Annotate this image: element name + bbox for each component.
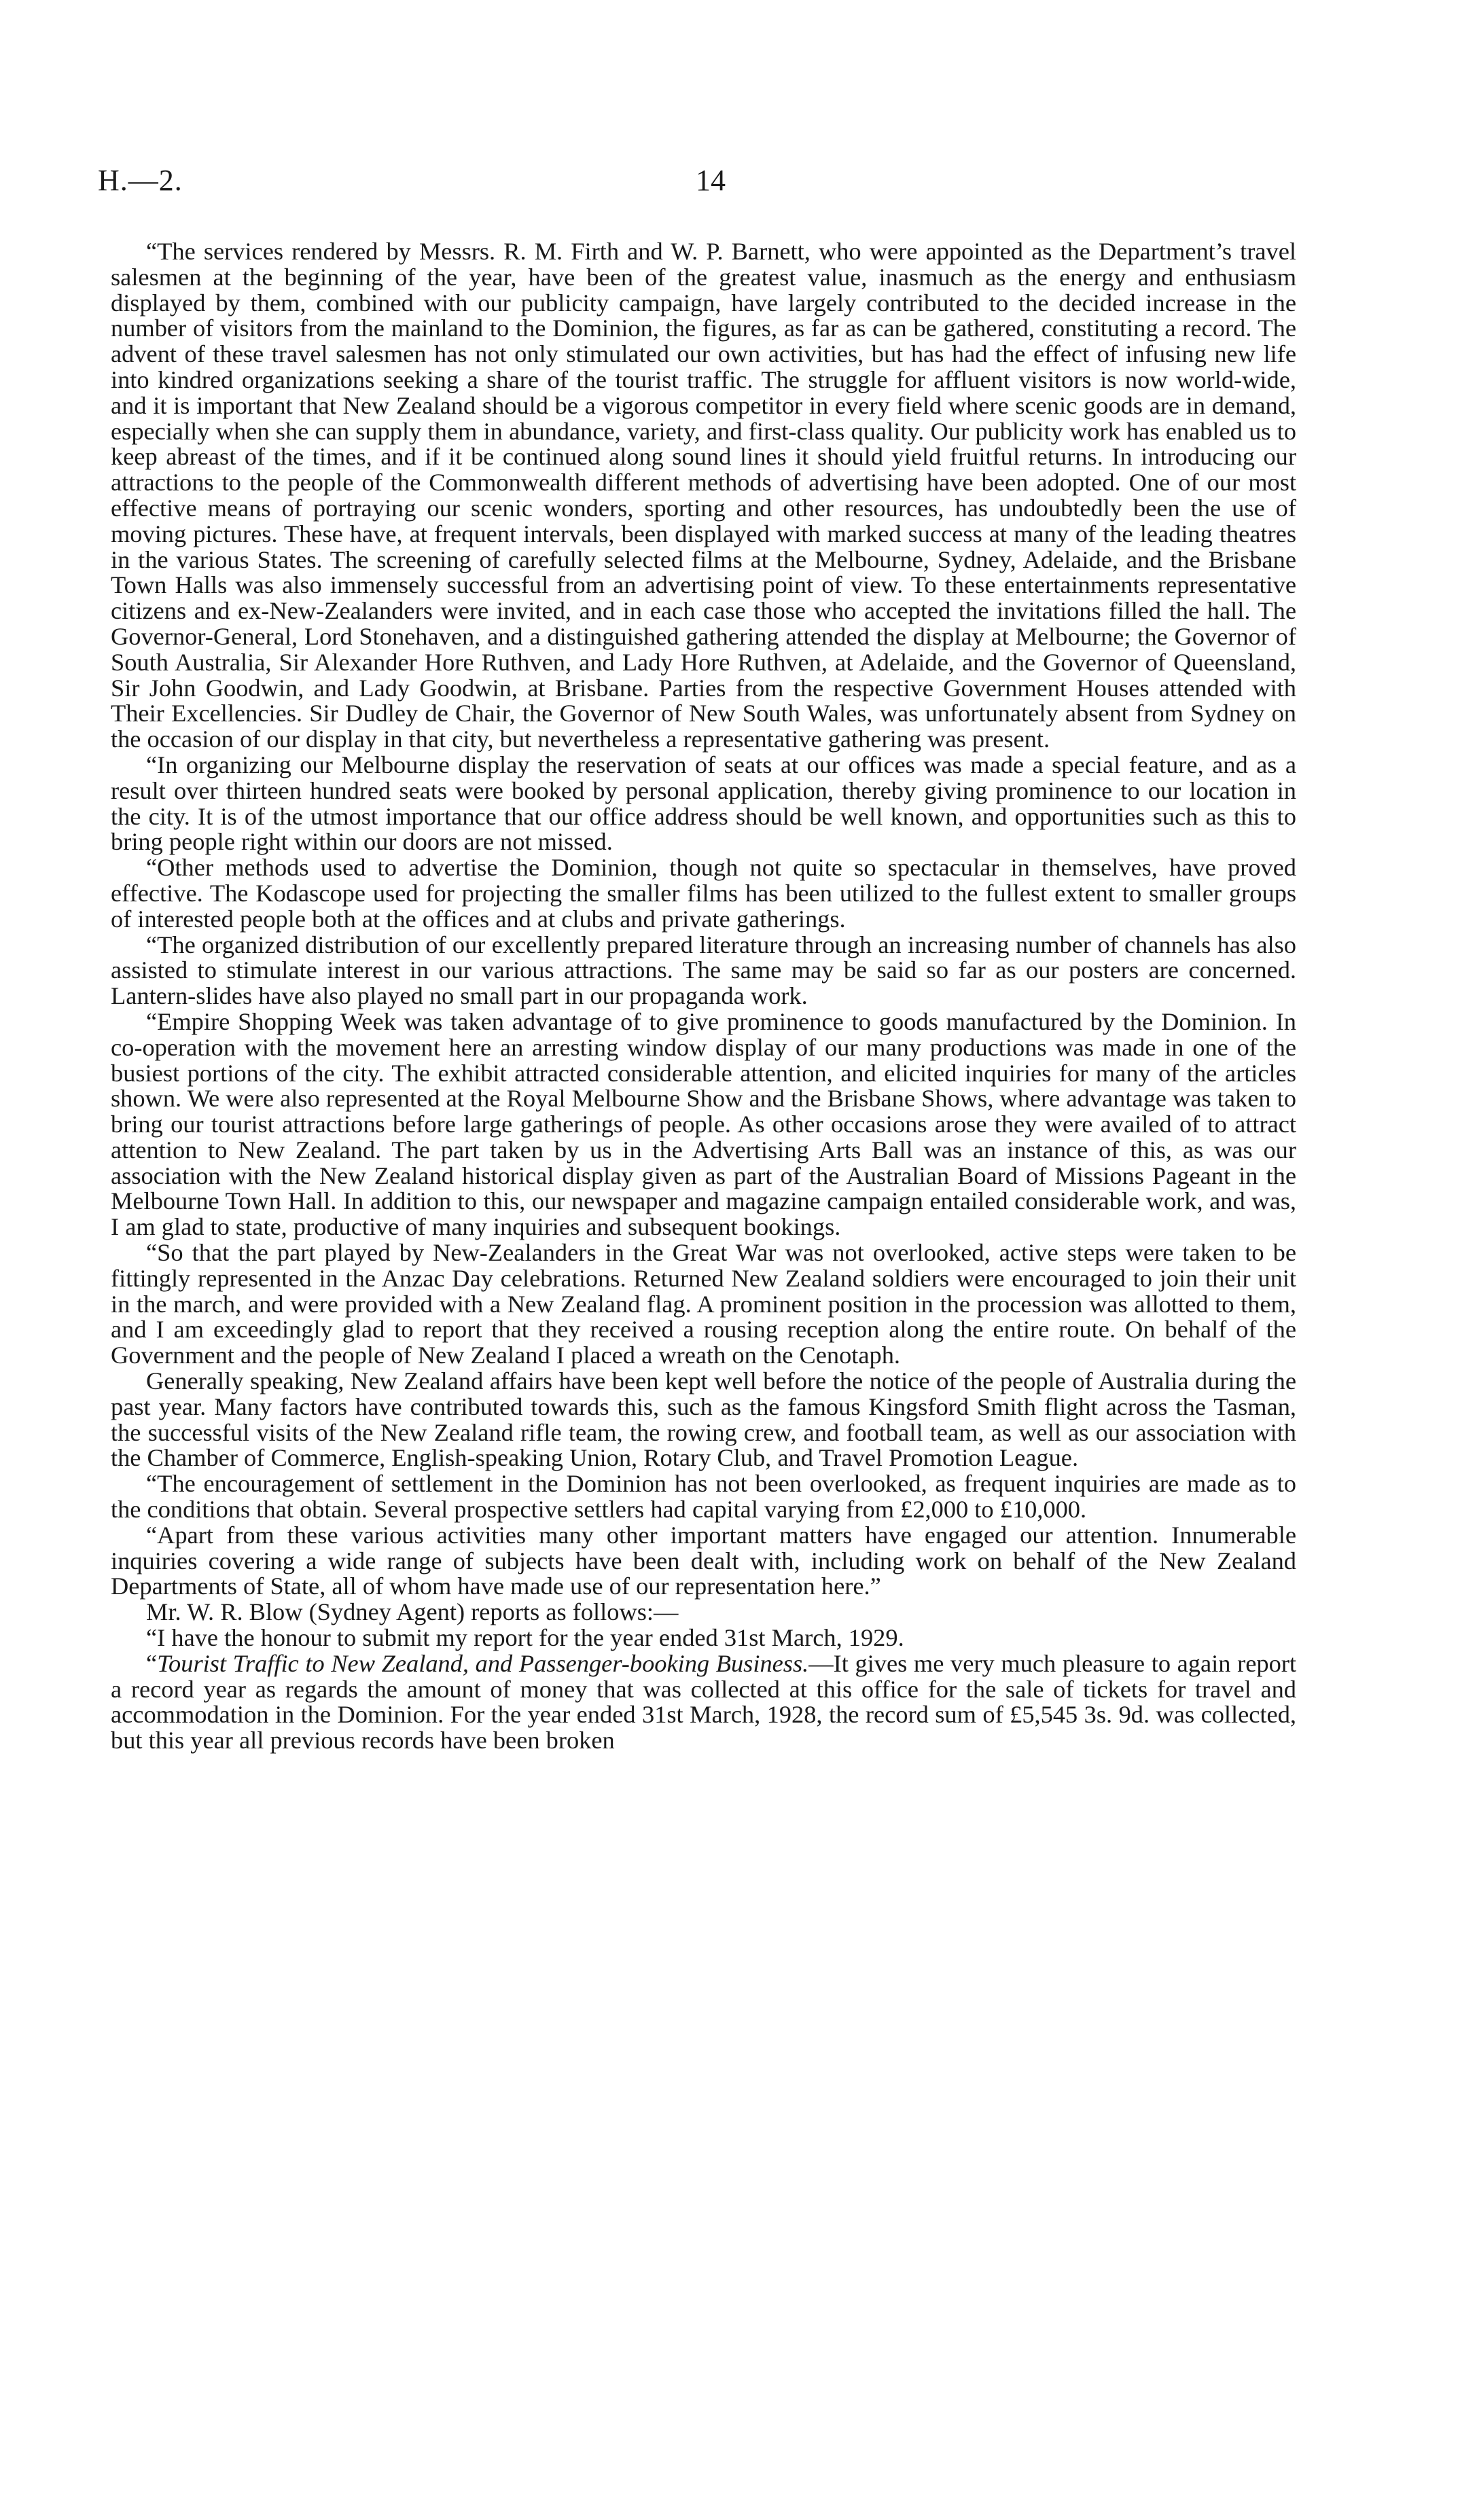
paragraph: “Apart from these various activities many other important matters have engaged our attention. Innumerable inquiries covering a wide range of subjects have been dealt with, including work on behalf of the New Zealand Departments of State, all of whom have made use of our representation here.” <box>111 1521 1296 1600</box>
paragraph: Mr. W. R. Blow (Sydney Agent) reports as follows:— <box>146 1598 679 1626</box>
paragraph: “The services rendered by Messrs. R. M. Firth and W. P. Barnett, who were appointed as the Department’s travel salesmen at the beginning of the year, have been of the greatest value, inasmuch as the energy and enthusiasm displayed by them, combined with our publicity campaign, have largely contributed to the decided increase in the number of visitors from the mainland to the Dominion, the figures, as far as can be gathered, constituting a record. The advent of these travel salesmen has not only stimulated our own activities, but has had the effect of infusing new life into kindred organizations seeking a share of the tourist traffic. The struggle for affluent visitors is now world-wide, and it is important that New Zealand should be a vigorous competitor in every field where scenic goods are in demand, especially when she can supply them in abundance, variety, and first-class quality. Our publicity work has enabled us to keep abreast of the times, and if it be continued along sound lines it should yield fruitful returns. In introducing our attractions to the people of the Commonwealth different methods of advertising have been adopted. One of our most effective means of portraying our scenic wonders, sporting and other resources, has undoubtedly been the use of moving pictures. These have, at frequent intervals, been displayed with marked success at many of the leading theatres in the various States. The screening of carefully selected films at the Melbourne, Sydney, Adelaide, and the Brisbane Town Halls was also immensely successful from an advertising point of view. To these entertainments representative citizens and ex-New-Zealanders were invited, and in each case those who accepted the invitations filled the hall. The Governor-General, Lord Stonehaven, and a distinguished gathering attended the display at Melbourne; the Governor of South Australia, Sir Alexander Hore Ruthven, and Lady Hore Ruthven, at Adelaide, and the Governor of Queensland, Sir John Goodwin, and Lady Goodwin, at Brisbane. Parties from the respective Government Houses attended with Their Excellencies. Sir Dudley de Chair, the Governor of New South Wales, was unfortunately absent from Sydney on the occasion of our display in that city, but nevertheless a representative gathering was present. <box>111 238 1296 753</box>
paragraph: “In organizing our Melbourne display the reservation of seats at our offices was made a special feature, and as a result over thirteen hundred seats were booked by personal application, thereby giving prominence to our location in the city. It is of the utmost importance that our office address should be well known, and opportunities such as this to bring people right within our doors are not missed. <box>111 751 1296 856</box>
final-paragraph <box>111 1651 1296 1754</box>
paragraph: “Empire Shopping Week was taken advantage of to give prominence to goods manufactured by the Dominion. In co-operation with the movement here an arresting window display of our many productions was made in one of the busiest portions of the city. The exhibit attracted considerable attention, and elicited inquiries for many of the articles shown. We were also represented at the Royal Melbourne Show and the Brisbane Shows, where advantage was taken to bring our tourist attractions before large gatherings of people. As other occasions arose they were availed of to attract attention to New Zealand. The part taken by us in the Advertising Arts Ball was an instance of this, as was our association with the New Zealand historical display given as part of the Australian Board of Missions Pageant in the Melbourne Town Hall. In addition to this, our newspaper and magazine campaign entailed considerable work, and was, I am glad to state, productive of many inquiries and subsequent bookings. <box>111 1007 1296 1241</box>
paragraph: “Other methods used to advertise the Dominion, though not quite so spectacular in themselves, have proved effective. The Kodascope used for projecting the smaller films has been utilized to the fullest extent to smaller groups of interested people both at the offices and at clubs and private gatherings. <box>111 854 1296 933</box>
opening-quote: “ <box>146 1649 158 1677</box>
paragraph: Generally speaking, New Zealand affairs have been kept well before the notice of the people of Australia during the past year. Many factors have contributed towards this, such as the famous Kingsford Smith flight across the Tasman, the successful visits of the New Zealand rifle team, the rowing crew, and football team, as well as our association with the Chamber of Commerce, English-speaking Union, Rotary Club, and Travel Promotion League. <box>111 1367 1296 1472</box>
document-reference: H.—2. <box>98 164 183 197</box>
page-number: 14 <box>696 164 726 197</box>
paragraph: “The organized distribution of our excellently prepared literature through an increasing number of channels has also assisted to stimulate interest in our various attractions. The same may be said so far as our posters are concerned. Lantern-slides have also played no small part in our propaganda work. <box>111 931 1296 1010</box>
paragraph: “The encouragement of settlement in the Dominion has not been overlooked, as frequent inquiries are made as to the conditions that obtain. Several prospective settlers had capital varying from £2,000 to £10,000. <box>111 1470 1296 1524</box>
body-text <box>111 239 1296 1754</box>
paragraph: “So that the part played by New-Zealanders in the Great War was not overlooked, active steps were taken to be fittingly represented in the Anzac Day celebrations. Returned New Zealand soldiers were encouraged to join their unit in the march, and were provided with a New Zealand flag. A prominent position in the procession was allotted to them, and I am exceedingly glad to report that they received a rousing reception along the entire route. On behalf of the Government and the people of New Zealand I placed a wreath on the Cenotaph. <box>111 1239 1296 1369</box>
section-heading: Tourist Traffic to New Zealand, and Passenger-booking Business. <box>157 1649 809 1677</box>
final-paragraph-text: —It gives me very much pleasure to again report a record year as regards the amount of money that was collected at this office for the sale of tickets for travel and accommodation in the Dominion. For the year ended 31st March, 1928, the record sum of £5,545 3s. 9d. was collected, but this year all previous records have been broken <box>111 1649 1296 1754</box>
paragraph: “I have the honour to submit my report for the year ended 31st March, 1929. <box>146 1624 904 1652</box>
page-header <box>98 163 1294 211</box>
